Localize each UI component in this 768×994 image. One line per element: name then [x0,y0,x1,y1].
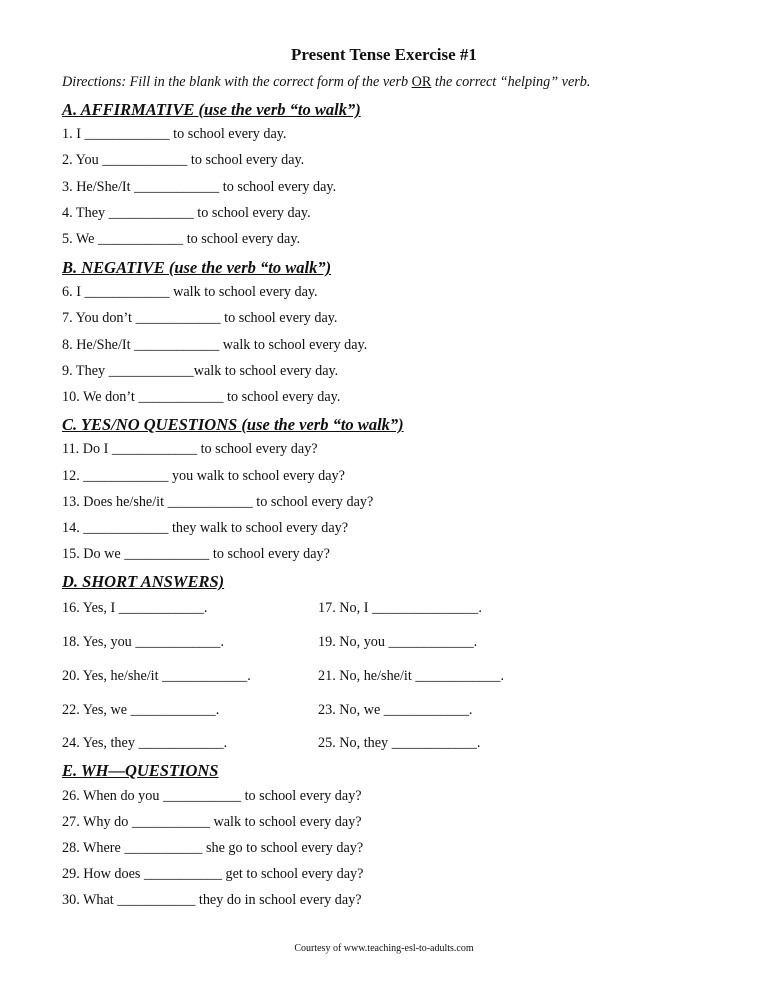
section-d-heading: D. SHORT ANSWERS) [62,572,225,591]
exercise-item: 15. Do we ____________ to school every day? [62,546,330,562]
short-answer-yes: 16. Yes, I ____________. [62,600,208,616]
exercise-item: 4. They ____________ to school every day. [62,205,311,221]
short-answer-yes: 20. Yes, he/she/it ____________. [62,668,251,684]
section-e-heading: E. WH—QUESTIONS [62,761,219,780]
section-b-heading: B. NEGATIVE (use the verb “to walk”) [62,258,332,277]
short-answer-no: 21. No, he/she/it ____________. [318,668,505,684]
exercise-item: 10. We don’t ____________ to school every day. [62,389,341,405]
exercise-item: 9. They ____________walk to school every day. [62,363,339,379]
exercise-item: 8. He/She/It ____________ walk to school every day. [62,337,368,353]
exercise-item: 7. You don’t ____________ to school every day. [62,310,338,326]
section-c-heading: C. YES/NO QUESTIONS (use the verb “to walk”) [62,415,404,434]
short-answer-yes: 24. Yes, they ____________. [62,735,228,751]
short-answer-yes: 18. Yes, you ____________. [62,634,224,650]
exercise-item: 5. We ____________ to school every day. [62,231,301,247]
exercise-item: 14. ____________ they walk to school every day? [62,520,349,536]
short-answer-no: 17. No, I _______________. [318,600,482,616]
short-answer-yes: 22. Yes, we ____________. [62,702,220,718]
directions-text-start: Directions: Fill in the blank with the correct form of the verb [62,74,412,90]
section-a-heading: A. AFFIRMATIVE (use the verb “to walk”) [62,100,361,119]
exercise-item: 11. Do I ____________ to school every day? [62,441,318,457]
directions [62,74,590,91]
exercise-item: 27. Why do ___________ walk to school every day? [62,814,362,830]
short-answer-no: 25. No, they ____________. [318,735,481,751]
exercise-item: 1. I ____________ to school every day. [62,126,287,142]
exercise-item: 28. Where ___________ she go to school every day? [62,840,364,856]
short-answer-no: 23. No, we ____________. [318,702,473,718]
page-title: Present Tense Exercise #1 [291,45,477,64]
exercise-item: 29. How does ___________ get to school every day? [62,866,364,882]
exercise-item: 3. He/She/It ____________ to school every day. [62,179,337,195]
exercise-item: 26. When do you ___________ to school every day? [62,788,362,804]
directions-or: OR [411,74,432,90]
short-answer-no: 19. No, you ____________. [318,634,478,650]
exercise-item: 2. You ____________ to school every day. [62,152,305,168]
exercise-item: 30. What ___________ they do in school every day? [62,892,362,908]
footer-credit: Courtesy of www.teaching-esl-to-adults.com [294,943,474,954]
exercise-item: 6. I ____________ walk to school every day. [62,284,318,300]
directions-text-end: the correct “helping” verb. [431,74,591,90]
exercise-item: 12. ____________ you walk to school every day? [62,468,345,484]
exercise-item: 13. Does he/she/it ____________ to school every day? [62,494,374,510]
